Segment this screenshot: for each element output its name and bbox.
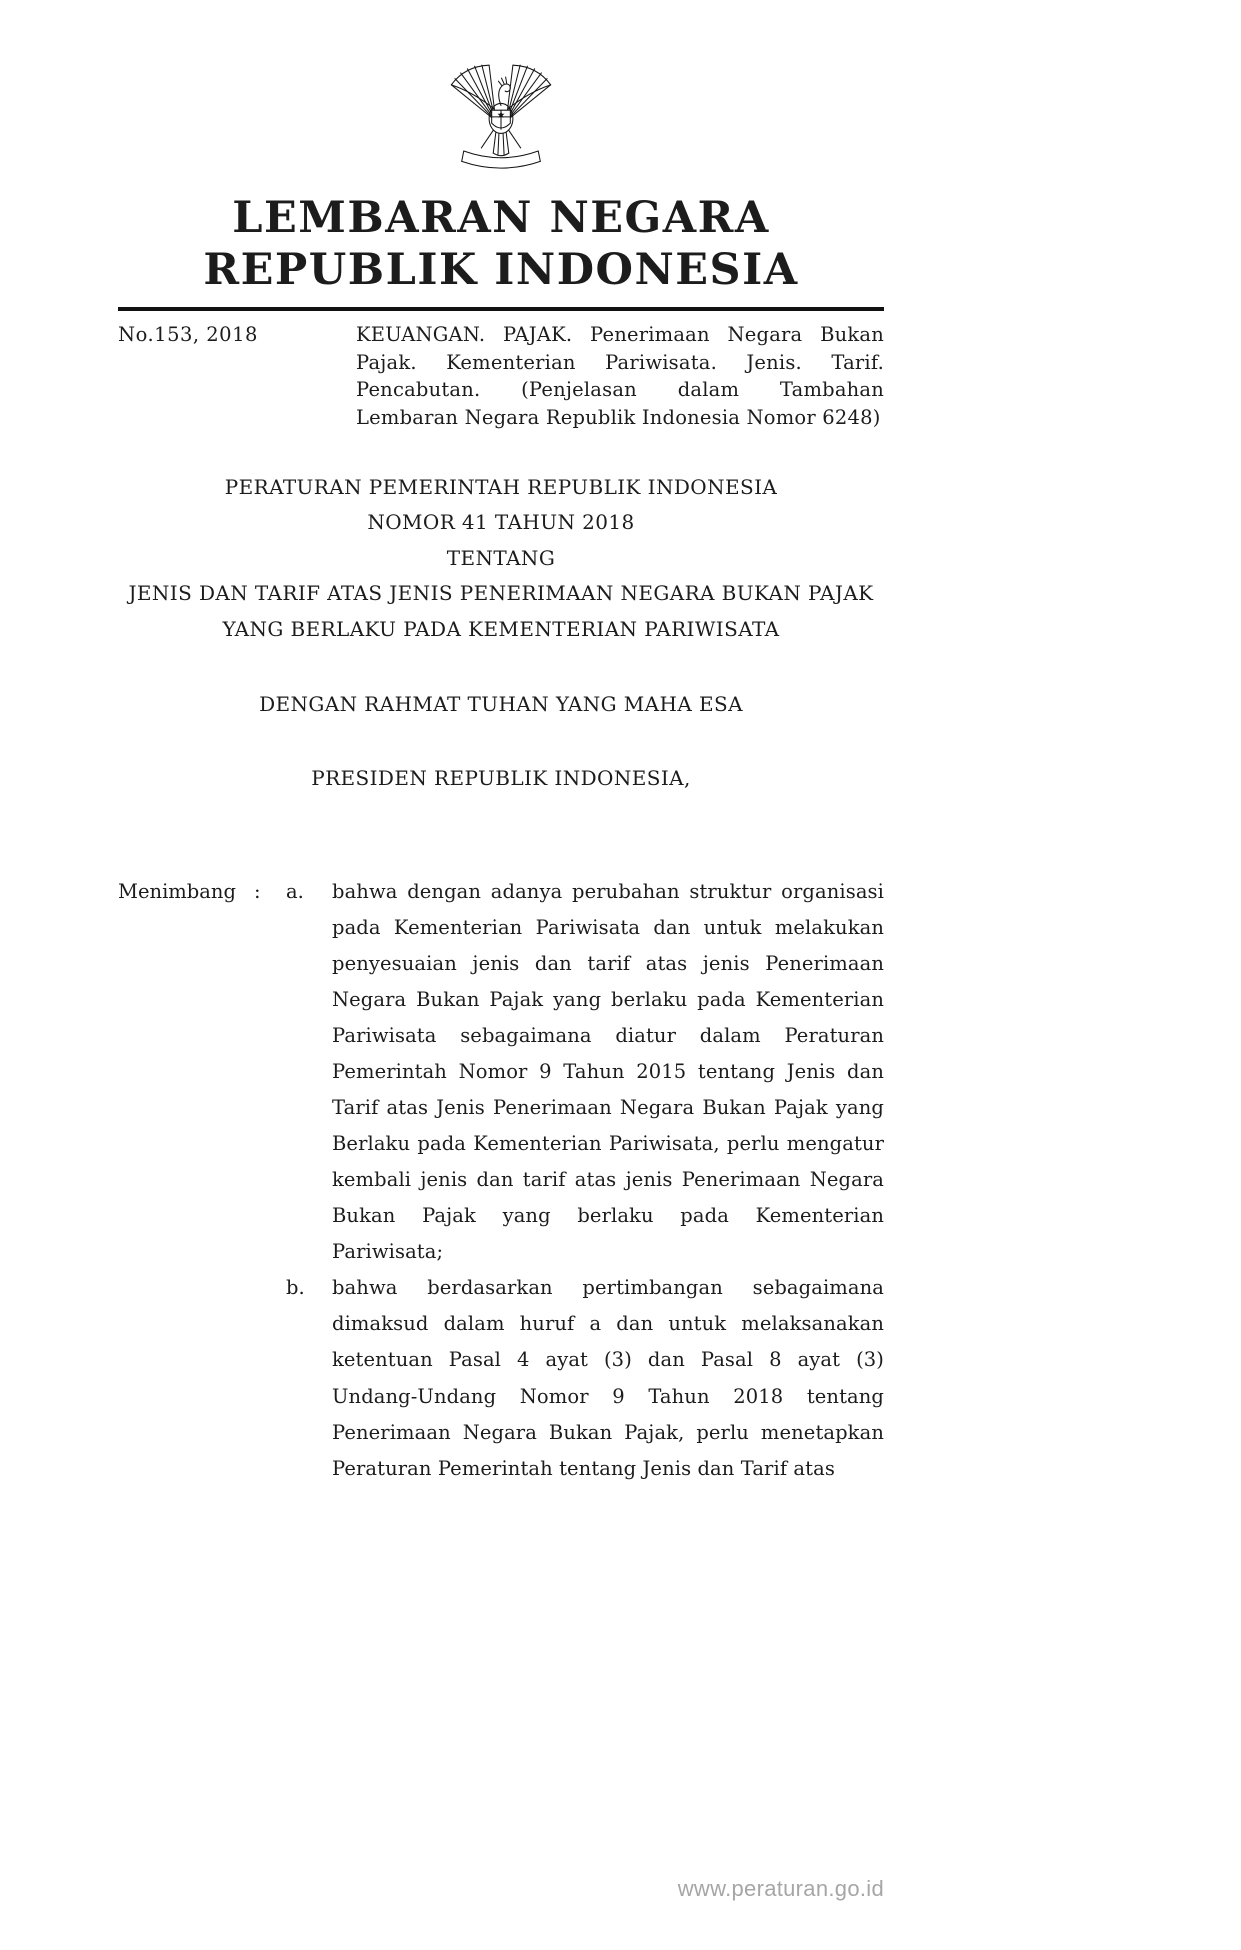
gazette-number: No.153, 2018 xyxy=(118,322,258,346)
masthead-title-line2: REPUBLIK INDONESIA xyxy=(203,245,799,296)
considering-item-marker: a. xyxy=(286,879,304,903)
watermark-url: www.peraturan.go.id xyxy=(677,1876,884,1901)
salutation-line: PRESIDEN REPUBLIK INDONESIA, xyxy=(311,765,691,790)
invocation-line: DENGAN RAHMAT TUHAN YANG MAHA ESA xyxy=(259,691,743,716)
garuda-pancasila-icon xyxy=(444,60,558,180)
masthead-title-line1: LEMBARAN NEGARA xyxy=(232,193,770,243)
emblem-container xyxy=(118,0,884,180)
regulation-title-line5: YANG BERLAKU PADA KEMENTERIAN PARIWISATA xyxy=(222,617,780,642)
considering-item-text: bahwa berdasarkan pertimbangan sebagaimana dimaksud dalam huruf a dan untuk melaksanakan ketentuan Pasal 4 ayat (3) dan Pasal 8 ayat (3) Undang-Undang Nomor 9 Tahun 2018 tentang Penerimaan Negara Bukan Pajak, perlu menetapkan Peraturan Pemerintah tentang Jenis dan Tarif atas xyxy=(332,1276,884,1480)
masthead-divider xyxy=(118,307,884,311)
regulation-title-line3: TENTANG xyxy=(446,545,556,570)
regulation-title-block xyxy=(118,470,884,648)
considering-item-text: bahwa dengan adanya perubahan struktur organisasi pada Kementerian Pariwisata dan untuk melakukan penyesuaian jenis dan tarif atas jenis Penerimaan Negara Bukan Pajak yang berlaku pada Kementerian Pariwisata sebagaimana diatur dalam Peraturan Pemerintah Nomor 9 Tahun 2015 tentang Jenis dan Tarif atas Jenis Penerimaan Negara Bukan Pajak yang Berlaku pada Kementerian Pariwisata, perlu mengatur kembali jenis dan tarif atas jenis Penerimaan Negara Bukan Pajak yang berlaku pada Kementerian Pariwisata; xyxy=(332,879,884,1264)
gazette-meta-row xyxy=(118,321,884,432)
considering-separator: : xyxy=(254,879,261,903)
regulation-title-line1: PERATURAN PEMERINTAH REPUBLIK INDONESIA xyxy=(224,474,778,499)
page-content xyxy=(118,0,884,1487)
considering-section xyxy=(118,874,884,1487)
regulation-title-line2: NOMOR 41 TAHUN 2018 xyxy=(367,510,635,535)
regulation-title-line4: JENIS DAN TARIF ATAS JENIS PENERIMAAN NEGARA BUKAN PAJAK xyxy=(128,581,874,606)
gazette-subject-abstract: KEUANGAN. PAJAK. Penerimaan Negara Bukan Pajak. Kementerian Pariwisata. Jenis. Tarif. Pencabutan. (Penjelasan dalam Tambahan Lembaran Negara Republik Indonesia Nomor 6248) xyxy=(356,322,884,429)
masthead-title xyxy=(118,192,884,297)
considering-label: Menimbang xyxy=(118,879,236,903)
considering-item-marker: b. xyxy=(286,1276,305,1300)
